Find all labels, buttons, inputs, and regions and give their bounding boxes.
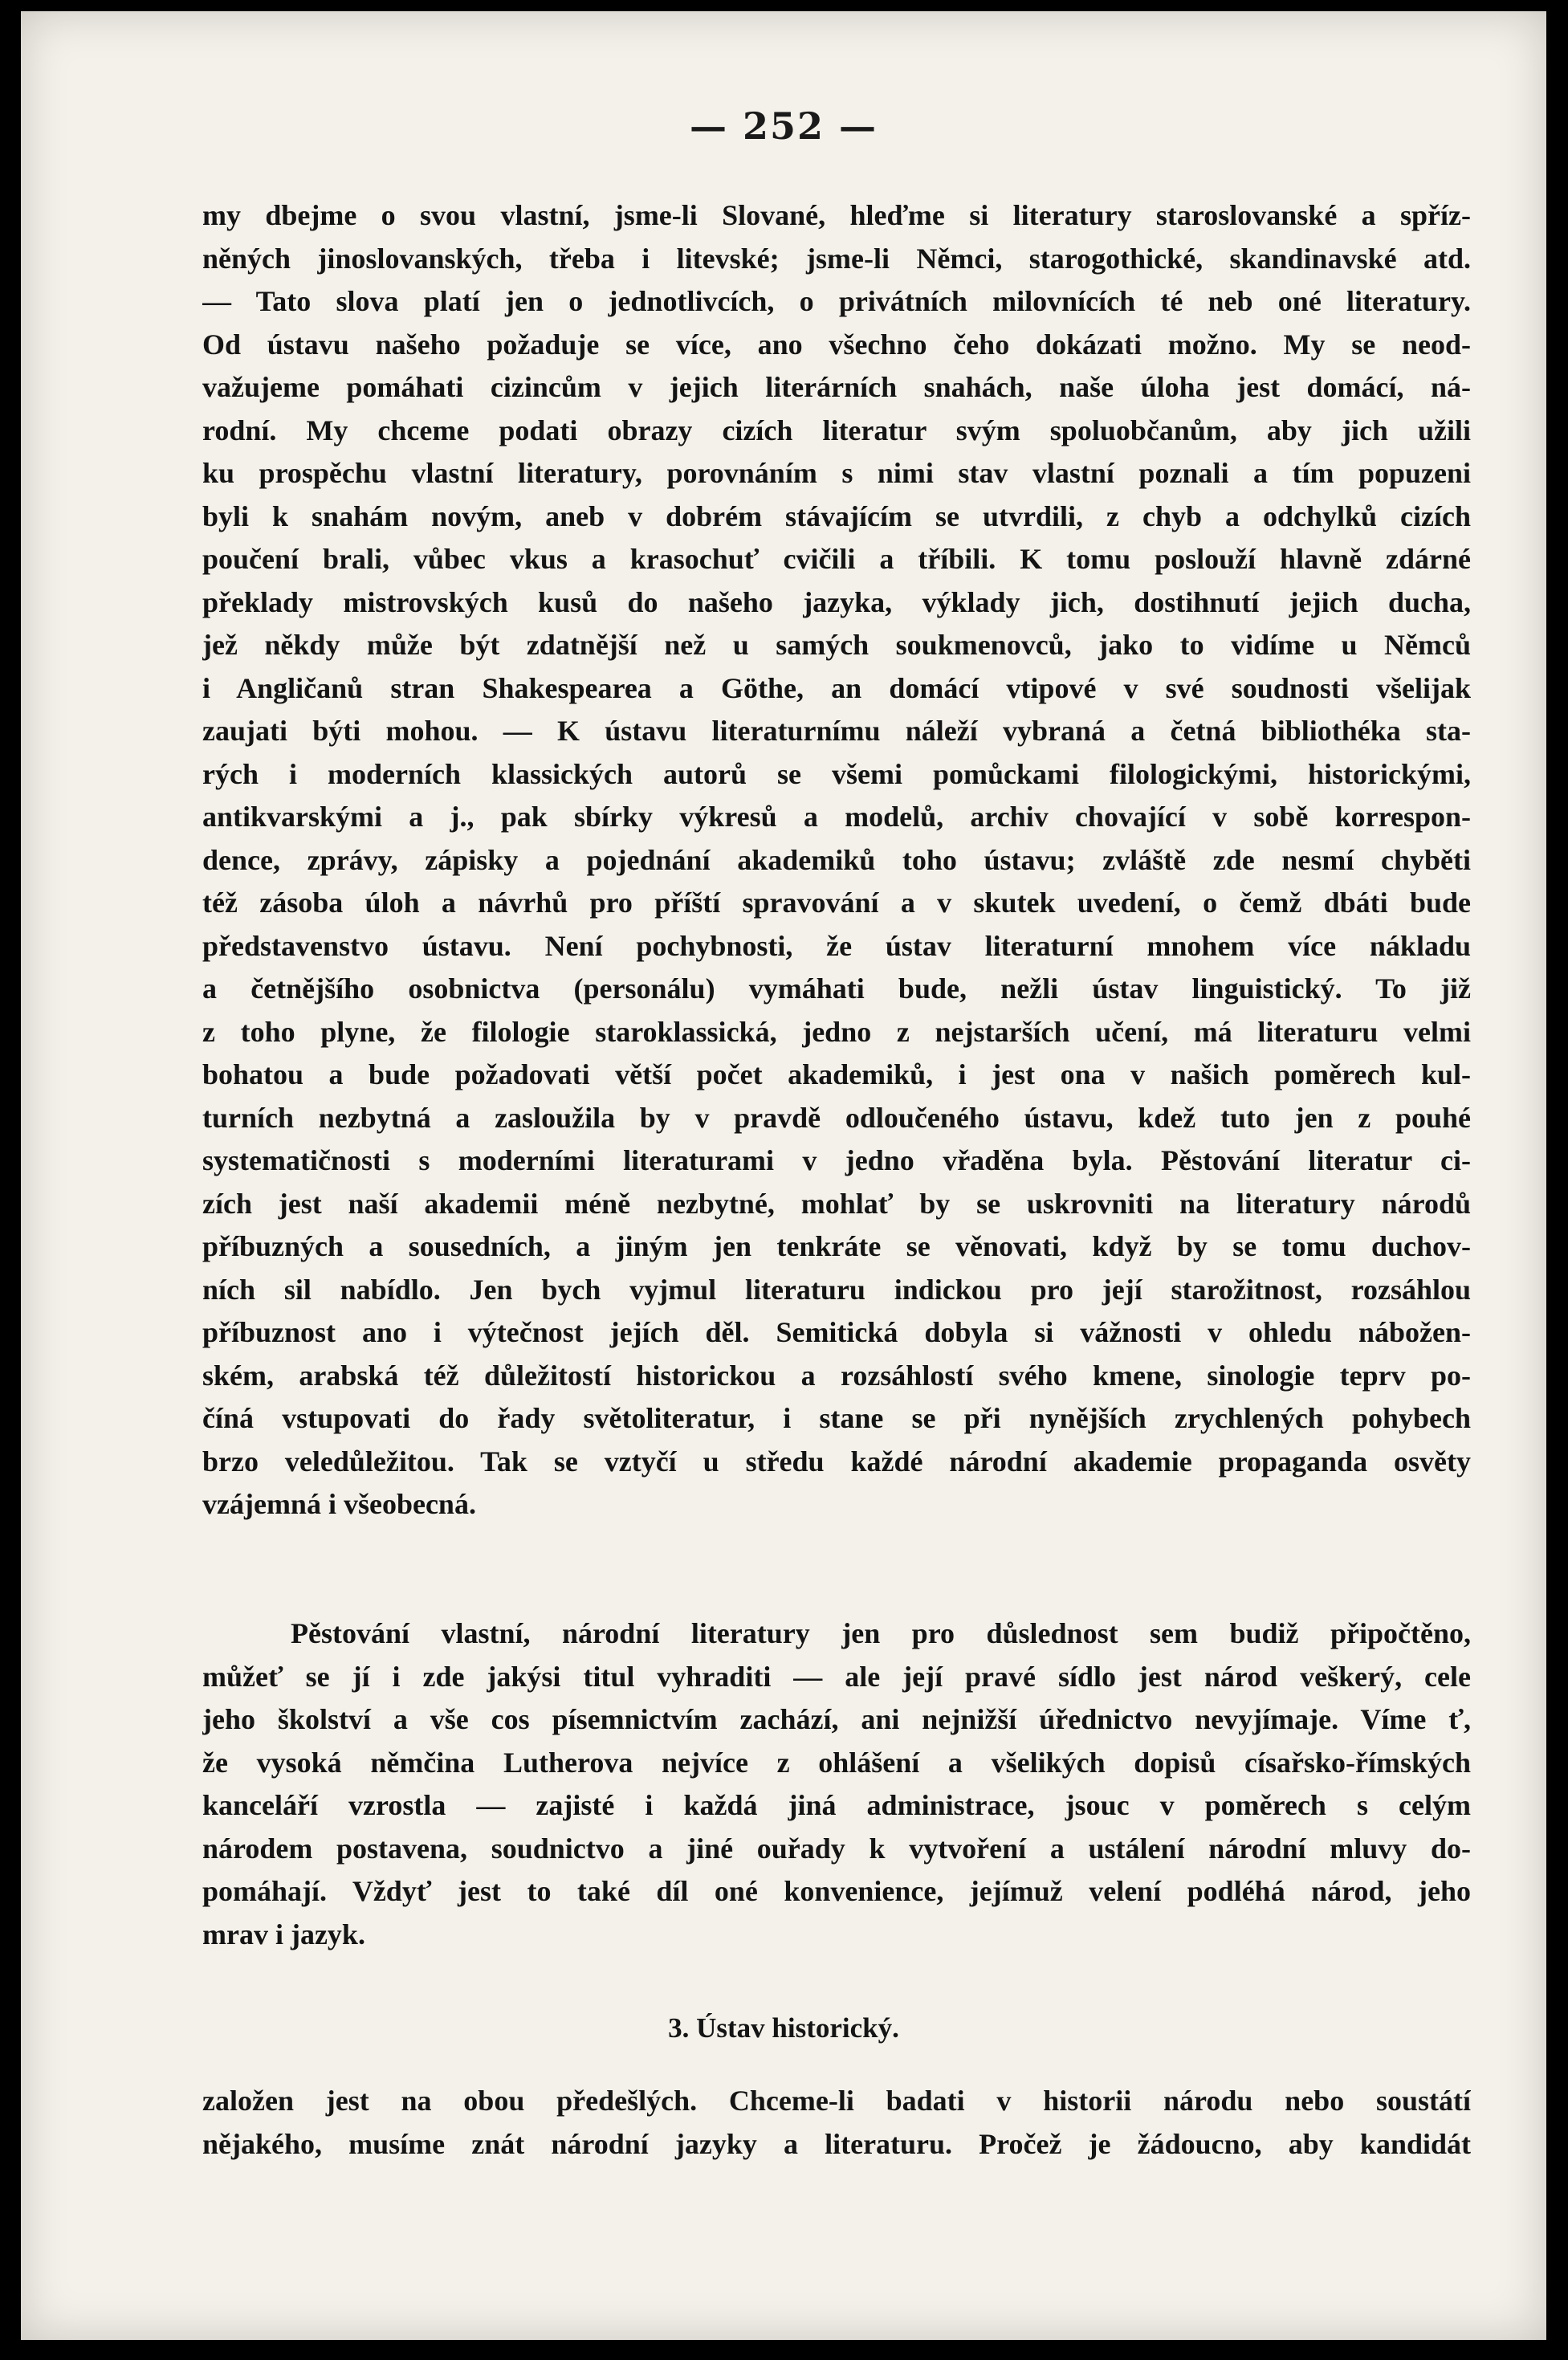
text-line: ském, arabská též důležitostí historickou a rozsáhlostí svého kmene, sinologie teprv po-: [202, 1359, 1471, 1392]
page-number: — 252 —: [689, 104, 878, 148]
text-line: příbuznost ano i výtečnost jejích děl. Semitická dobyla si vážnosti v ohledu nábožen-: [202, 1316, 1471, 1348]
text-line: byli k snahám novým, aneb v dobrém stávajícím se utvrdili, z chyb a odchylků cizích: [202, 499, 1471, 532]
text-line: važujeme pomáhati cizincům v jejich literárních snahách, naše úloha jest domácí, ná-: [202, 371, 1471, 403]
text-line: turních nezbytná a zasloužila by v pravdě odloučeného ústavu, kdež tuto jen z pouhé: [202, 1101, 1471, 1134]
text-line: mrav i jazyk.: [202, 1918, 365, 1950]
text-line: i Angličanů stran Shakespearea a Göthe, an domácí vtipové v své soudnosti všelijak: [202, 671, 1471, 704]
text-line: příbuzných a sousedních, a jiným jen tenkráte se věnovati, když by se tomu duchov-: [202, 1230, 1471, 1262]
text-line: my dbejme o svou vlastní, jsme-li Slované, hleďme si literatury staroslovanské a spříz-: [202, 199, 1471, 231]
text-line: ku prospěchu vlastní literatury, porovnáním s nimi stav vlastní poznali a tím popuzeni: [202, 457, 1471, 489]
paragraph-historical-institute: [202, 2080, 1471, 2166]
text-line: Pěstování vlastní, národní literatury jen pro důslednost sem budiž připočtěno,: [291, 1617, 1471, 1649]
text-line: že vysoká němčina Lutherova nejvíce z ohlášení a všelikých dopisů císařsko-římských: [202, 1746, 1471, 1779]
text-line: číná vstupovati do řady světoliteratur, i stane se při nynějších zrychlených pohybech: [202, 1402, 1471, 1434]
text-line: založen jest na obou předešlých. Chceme-li badati v historii národu nebo soustátí: [202, 2085, 1471, 2117]
text-line: — Tato slova platí jen o jednotlivcích, o privátních milovnících té neb oné literatury.: [202, 285, 1471, 317]
text-line: zaujati býti mohou. — K ústavu literaturnímu náleží vybraná a četná bibliothéka sta-: [202, 715, 1471, 747]
text-line: vzájemná i všeobecná.: [202, 1488, 476, 1520]
text-line: nějakého, musíme znát národní jazyky a literaturu. Pročež je žádoucno, aby kandidát: [202, 2127, 1471, 2160]
text-line: rodní. My chceme podati obrazy cizích literatur svým spoluobčanům, aby jich užili: [202, 414, 1471, 446]
text-line: jež někdy může být zdatnější než u samých soukmenovců, jako to vidíme u Němců: [202, 629, 1471, 661]
paragraph-continued: [202, 194, 1471, 1526]
text-line: z toho plyne, že filologie staroklassická, jedno z nejstarších učení, má literaturu velmi: [202, 1015, 1471, 1048]
text-line: pomáhají. Vždyť jest to také díl oné konvenience, jejímuž velení podléhá národ, jeho: [202, 1875, 1471, 1907]
text-line: systematičnosti s moderními literaturami v jedno vřaděna byla. Pěstování literatur ci-: [202, 1144, 1471, 1176]
text-line: bohatou a bude požadovati větší počet akademiků, i jest ona v našich poměrech kul-: [202, 1058, 1471, 1090]
text-line: brzo veledůležitou. Tak se vztyčí u středu každé národní akademie propaganda osvěty: [202, 1445, 1471, 1478]
text-line: jeho školství a vše cos písemnictvím zachází, ani nejnižší úřednictvo nevyjímaje. Víme ť,: [202, 1703, 1471, 1735]
text-line: ních sil nabídlo. Jen bych vyjmul literaturu indickou pro její starožitnost, rozsáhlou: [202, 1273, 1471, 1306]
text-line: též zásoba úloh a návrhů pro příští spravování a v skutek uvedení, o čemž dbáti bude: [202, 887, 1471, 919]
text-line: překlady mistrovských kusů do našeho jazyka, výklady jich, dostihnutí jejich ducha,: [202, 585, 1471, 618]
text-line: poučení brali, vůbec vkus a krasochuť cvičili a tříbili. K tomu poslouží hlavně zdárné: [202, 543, 1471, 575]
text-line: zích jest naší akademii méně nezbytné, mohlať by se uskrovniti na literatury národů: [202, 1187, 1471, 1220]
text-line: antikvarskými a j., pak sbírky výkresů a modelů, archiv chovající v sobě korrespon-: [202, 801, 1471, 833]
paragraph-national-literature: [202, 1612, 1471, 1956]
text-line: něných jinoslovanských, třeba i litevské; jsme-li Němci, starogothické, skandinavské atd.: [202, 242, 1471, 275]
text-line: a četnějšího osobnictva (personálu) vymáhati bude, nežli ústav linguistický. To již: [202, 972, 1471, 1005]
text-line: kanceláří vzrostla — zajisté i každá jiná administrace, jsouc v poměrech s celým: [202, 1789, 1471, 1821]
text-line: národem postavena, soudnictvo a jiné ouřady k vytvoření a ustálení národní mluvy do-: [202, 1832, 1471, 1865]
text-line: dence, zprávy, zápisky a pojednání akademiků toho ústavu; zvláště zde nesmí chyběti: [202, 843, 1471, 876]
text-line: můžeť se jí i zde jakýsi titul vyhraditi — ale její pravé sídlo jest národ veškerý, cele: [202, 1660, 1471, 1693]
scanned-page: [21, 11, 1546, 2340]
text-line: představenstvo ústavu. Není pochybnosti, že ústav literaturní mnohem více nákladu: [202, 929, 1471, 962]
text-line: rých i moderních klassických autorů se všemi pomůckami filologickými, historickými,: [202, 757, 1471, 790]
section-heading: 3. Ústav historický.: [668, 2012, 899, 2044]
text-line: Od ústavu našeho požaduje se více, ano všechno čeho dokázati možno. My se neod-: [202, 328, 1471, 361]
